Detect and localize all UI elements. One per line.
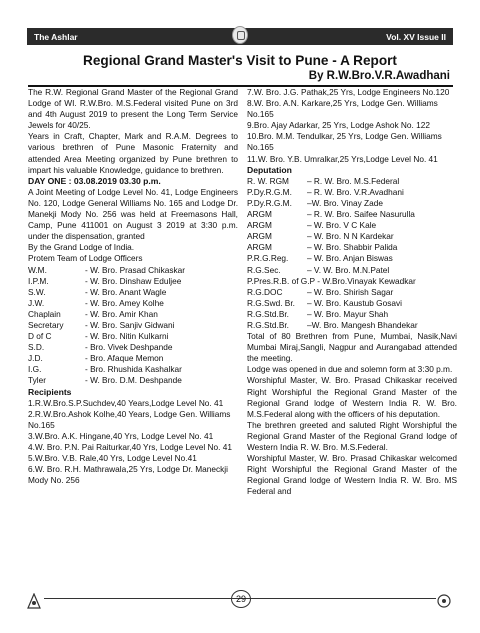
recipient-item: 6.W. Bro. R.H. Mathrawala,25 Yrs, Lodge Dr. Maneckji Mody No. 256 — [28, 464, 228, 486]
person-name: - W. Bro. Sanjiv Gidwani — [85, 319, 175, 330]
recipient-list — [28, 398, 238, 487]
person-name: – W. Bro. N N Kardekar — [307, 231, 394, 242]
magazine-name: The Ashlar — [34, 31, 78, 42]
person-name: - Bro. Afaque Memon — [85, 353, 164, 364]
body-paragraph: The brethren greeted and saluted Right Worshipful the Regional Grand Master of the Regional Grand lodge of Western India R. W. Bro. M.S.Federal. — [247, 419, 457, 452]
recipient-item: 8.W. Bro. A.N. Karkare,25 Yrs, Lodge Gen. Williams No.165 — [247, 98, 438, 120]
role-label: Chaplain — [28, 308, 61, 319]
right-column — [247, 87, 457, 497]
role-label: R. W. RGM — [247, 175, 289, 186]
officer-row — [28, 309, 238, 320]
role-label: J.D. — [28, 353, 43, 364]
person-name: – V. W. Bro. M.N.Patel — [307, 264, 390, 275]
page-number: 29 — [231, 590, 251, 608]
masonic-emblem-icon — [437, 593, 451, 609]
deputation-row — [247, 242, 457, 253]
article-byline: By R.W.Bro.V.R.Awadhani — [308, 70, 450, 82]
person-name: – R. W. Bro. M.S.Federal — [307, 175, 400, 186]
masonic-emblem-icon — [27, 593, 41, 609]
deputation-row — [247, 220, 457, 231]
role-label: S.W. — [28, 286, 46, 297]
person-name: – W. Bro. Kaustub Gosavi — [307, 297, 402, 308]
officer-row — [28, 353, 238, 364]
role-label: I.P.M. — [28, 275, 49, 286]
deputation-row — [247, 187, 457, 198]
day-one-heading: DAY ONE : 03.08.2019 03.30 p.m. — [28, 175, 161, 186]
role-label: P.Dy.R.G.M. — [247, 186, 292, 197]
person-name: - W. Bro. Amey Kolhe — [85, 297, 164, 308]
recipient-item: 3.W.Bro. A.K. Hingane,40 Yrs, Lodge Level No. 41 — [28, 430, 214, 441]
deputation-row — [247, 320, 457, 331]
deputation-list — [247, 287, 457, 331]
deputation-row — [247, 309, 457, 320]
person-name: – W. Bro. Shabbir Palida — [307, 242, 398, 253]
officer-row — [28, 331, 238, 342]
left-column — [28, 87, 238, 486]
officer-row — [28, 276, 238, 287]
emblem-icon — [232, 26, 248, 44]
recipient-item: 2.R.W.Bro.Ashok Kolhe,40 Years, Lodge Gen. Williams No.165 — [28, 408, 231, 430]
role-label: ARGM — [247, 242, 272, 253]
issue-label: Vol. XV Issue II — [386, 31, 446, 42]
person-name: – W. Bro. Shirish Sagar — [307, 286, 394, 297]
deputation-row — [247, 298, 457, 309]
recipient-item: 4.W. Bro. P.N. Pai Raiturkar,40 Yrs, Lodge Level No. 41 — [28, 442, 232, 452]
role-label: ARGM — [247, 220, 272, 231]
body-paragraph: Worshipful Master, W. Bro. Prasad Chikaskar received Right Worshipful the Regional Grand Master of the Regional Grand lodge of Western India R. W. Bro. M.S.Federal along with the officers of his deputation. — [247, 375, 457, 419]
officer-row — [28, 320, 238, 331]
role-label: J.W. — [28, 297, 45, 308]
deputation-row — [247, 176, 457, 187]
deputation-heading: Deputation — [247, 164, 292, 175]
recipient-item: 9.Bro. Ajay Adarkar, 25 Yrs, Lodge Ashok No. 122 — [247, 120, 430, 131]
meeting-paragraph: A Joint Meeting of Lodge Level No. 41, Lodge Engineers No. 120, Lodge General Williams No. 165 and Lodge Dr. Manekji Mody No. 256 was held at Freemasons Hall, Camp, Pune 411001 on August 3 2019 at 3:30 p.m. under the dispensation, granted — [28, 186, 238, 242]
body-paragraph: Total of 80 Brethren from Pune, Mumbai, Nasik,Navi Mumbai Miraj,Sangli, Nagpur and Aurangabad attended the meeting. — [247, 331, 457, 364]
recipient-list — [247, 87, 457, 165]
deputation-row — [247, 198, 457, 209]
protem-heading: Protem Team of Lodge Officers — [28, 253, 143, 264]
recipient-item: 7.W. Bro. J.G. Pathak,25 Yrs, Lodge Engineers No.120 — [247, 87, 450, 97]
recipient-item: 10.Bro. M.M. Tendulkar, 25 Yrs, Lodge Gen. Williams No.165 — [247, 131, 442, 153]
recipients-heading: Recipients — [28, 386, 72, 397]
deputation-row — [247, 287, 457, 298]
person-name: - W. Bro. D.M. Deshpande — [85, 375, 182, 386]
role-label: I.G. — [28, 364, 42, 375]
body-paragraph: Worshipful Master, W. Bro. Prasad Chikaskar welcomed Right Worshipful the Regional Grand Master of the Regional Grand lodge of Western India R. W. Bro. MS Federal and — [247, 453, 457, 497]
article-title: Regional Grand Master's Visit to Pune - A Report — [83, 53, 397, 68]
intro-paragraph: The R.W. Regional Grand Master of the Regional Grand Lodge of WI. R.W.Bro. M.S.Federal visited Pune on 3rd and 4th August 2019 to present the Long Term Service Jewels for 40/25. — [28, 87, 238, 131]
person-name: - W. Bro. Anant Wagle — [85, 286, 167, 297]
person-name: – R. W. Bro. V.R.Avadhani — [307, 186, 404, 197]
role-label: W.M. — [28, 264, 47, 275]
role-label: R.G.Std.Br. — [247, 308, 289, 319]
role-label: Secretary — [28, 319, 64, 330]
person-name: – R. W. Bro. Saifee Nasurulla — [307, 209, 415, 220]
person-name: – W. Bro. Mayur Shah — [307, 308, 389, 319]
deputation-row — [247, 209, 457, 220]
officer-list — [28, 265, 238, 387]
officer-row — [28, 265, 238, 276]
grand-lodge-line: By the Grand Lodge of India. — [28, 242, 135, 253]
recipient-item: 11.W. Bro. Y.B. Umralkar,25 Yrs,Lodge Level No. 41 — [247, 153, 438, 164]
person-name: - W. Bro. Dinshaw Eduljee — [85, 275, 182, 286]
role-label: R.G.Swd. Br. — [247, 297, 295, 308]
role-label: Tyler — [28, 375, 46, 386]
recipient-item: 5.W.Bro. V.B. Rale,40 Yrs, Lodge Level No.41 — [28, 453, 197, 464]
role-label: P.Dy.R.G.M. — [247, 197, 292, 208]
role-label: R.G.Std.Br. — [247, 319, 289, 330]
person-name: - W. Bro. Amir Khan — [85, 308, 158, 319]
officer-row — [28, 342, 238, 353]
role-label: R.G.DOC — [247, 286, 283, 297]
role-label: ARGM — [247, 209, 272, 220]
role-label: ARGM — [247, 231, 272, 242]
officer-row — [28, 375, 238, 386]
person-name: –W. Bro. Vinay Zade — [307, 197, 383, 208]
person-name: – W. Bro. Anjan Biswas — [307, 253, 393, 264]
person-name: –W. Bro. Mangesh Bhandekar — [307, 319, 418, 330]
pres-line: P.Pres.R.B. of G.P - W.Bro.Vinayak Kewadkar — [247, 275, 416, 286]
recipient-item: 1.R.W.Bro.S.P.Suchdev,40 Years,Lodge Level No. 41 — [28, 397, 224, 408]
officer-row — [28, 287, 238, 298]
role-label: R.G.Sec. — [247, 264, 281, 275]
deputation-row — [247, 231, 457, 242]
deputation-row — [247, 265, 457, 276]
deputation-row — [247, 253, 457, 264]
person-name: - Bro. Vivek Deshpande — [85, 342, 173, 353]
officer-row — [28, 364, 238, 375]
person-name: – W. Bro. V C Kale — [307, 220, 377, 231]
deputation-list — [247, 176, 457, 276]
person-name: - W. Bro. Prasad Chikaskar — [85, 264, 186, 275]
person-name: - Bro. Rhushida Kashalkar — [85, 364, 182, 375]
role-label: D of C — [28, 331, 52, 342]
role-label: S.D. — [28, 342, 45, 353]
role-label: P.R.G.Reg. — [247, 253, 289, 264]
officer-row — [28, 298, 238, 309]
body-paragraph: Lodge was opened in due and solemn form at 3:30 p.m. — [247, 364, 453, 375]
person-name: - W. Bro. Nitin Kulkarni — [85, 331, 169, 342]
intro-paragraph: Years in Craft, Chapter, Mark and R.A.M. Degrees to various brethren of Pune Masonic Fraternity and attended Area Meeting organized by Pune brethren to impart his valuable Knowledge, guidance to brethren. — [28, 131, 238, 175]
